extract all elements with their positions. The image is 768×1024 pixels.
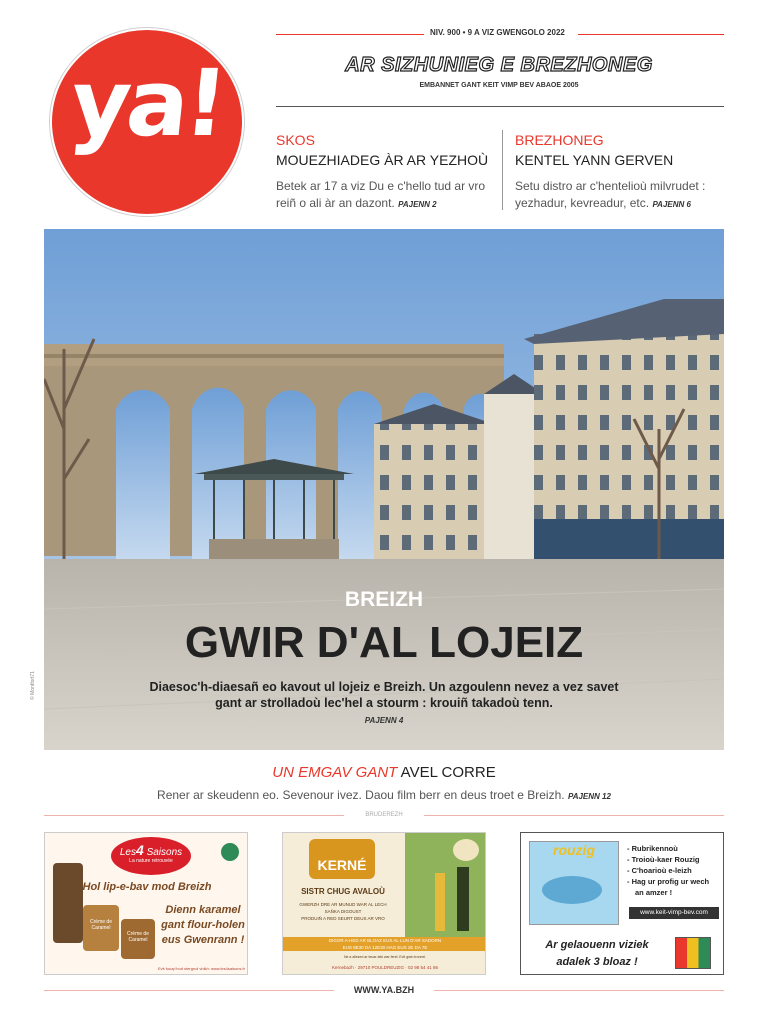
ad-copy: Dienn karamel gant flour-holen eus Gwenrann ! (161, 904, 245, 946)
magazine-cover (529, 841, 619, 925)
feature-item: - Troioù-kaer Rouzig (627, 855, 700, 864)
ad-les4saisons[interactable] (44, 832, 248, 975)
ad-title: SISTR CHUG AVALOÙ (301, 887, 385, 896)
logo-text: ya! (65, 50, 229, 157)
hero-photo[interactable] (44, 229, 724, 750)
footer-url[interactable]: WWW.YA.BZH (353, 985, 415, 995)
header-rule-left (276, 34, 424, 35)
ad-copy: GWERZH DRE AR MUNUD WAR AL LECH SAÑKA DIGOUST PRODUIÑ A RED SEURT DEUS AR VRO (299, 902, 387, 921)
feature-item: - C'hoarioù e-leizh (627, 866, 692, 875)
brand-sub: La nature retrouvée (129, 858, 173, 864)
ad-footer: Evit fouzp'hod stergnol vidkh: www.les4saisons.fr (157, 966, 245, 971)
magazine-url[interactable]: www.keit-vimp-bev.com (629, 907, 719, 919)
feature-item: - Rubrikennoù (627, 844, 678, 853)
brand-logo: KERNÉ (309, 839, 375, 879)
cartoon-icon (542, 876, 602, 904)
sponsor-label: BRUDEREZH (365, 812, 403, 818)
ad-rouzig[interactable] (520, 832, 724, 975)
orchard-photo (405, 833, 486, 937)
masthead: AR SIZHUNIEG E BREZHONEG (345, 54, 653, 76)
feature-item: an amzer ! (635, 888, 673, 897)
teaser-divider (502, 130, 503, 210)
jar-icon: Crème de Caramel (121, 919, 155, 959)
page-ref: PAJENN 12 (567, 792, 611, 801)
interview-kicker: UN EMGAV GANT (272, 764, 398, 781)
magazine-title: rouzig (553, 842, 595, 858)
teaser-title: KENTEL YANN GERVEN (515, 152, 674, 168)
header-divider (276, 106, 724, 107)
brand-badge (111, 837, 191, 875)
page-ref: PAJENN 6 (652, 200, 691, 209)
teaser-title: MOUEZHIADEG ÀR AR YEZHOÙ (276, 152, 489, 168)
bottle-icon (457, 867, 469, 931)
ad-footer: Ne a allezed ar teuar-teki war ferel. Evit gwin tronnel. (343, 955, 427, 959)
teaser-right[interactable] (515, 132, 725, 213)
town-square-illustration (44, 229, 724, 750)
organic-label-icon (221, 843, 239, 861)
page-ref: PAJENN 2 (398, 200, 437, 209)
teaser-kicker: BREZHONEG (515, 132, 604, 148)
feature-item: - Hag ur profig ur wech (627, 877, 710, 886)
ad-kerne[interactable] (282, 832, 486, 975)
hero-title[interactable]: GWIR D'AL LOJEIZ (184, 618, 584, 667)
brand-name: Les4 Saisons (119, 842, 183, 858)
header-rule-right (578, 34, 724, 35)
quality-seal-icon (453, 839, 479, 861)
issue-info: NIV. 900 • 9 A VIZ GWENGOLO 2022 (430, 28, 565, 37)
interview-text: Rener ar skeudenn eo. Sevenour ivez. Daou film berr en deus troet e Breizh. PAJENN 12 (157, 788, 611, 802)
ad-copy: Ar gelaouenn viziek adalek 3 bloaz ! (545, 939, 649, 968)
bottle-icon (53, 863, 83, 943)
teaser-text: Setu distro ar c'hentelioù milvrudet : yezhadur, kevreadur, etc. PAJENN 6 (515, 179, 706, 210)
tagline: EMBANNET GANT KEIT VIMP BEV ABAOE 2005 (419, 82, 579, 89)
ad-band: DIGOR A-HED AR BLOAZ EUS AL LUN D'AR SADORN EUS 8E30 DA 12E30 HAG EUS 2E DA 7E (283, 937, 486, 951)
magazine-features (627, 843, 723, 898)
photo-credit: © Montfort71 (30, 671, 36, 700)
hero-kicker: BREIZH (344, 588, 424, 611)
ad-address: Kernebazh · 29710 POULDREUZIG · 02 98 54 41 86 (331, 965, 439, 970)
hero-page-ref: PAJENN 4 (364, 716, 404, 725)
publisher-logo-icon (675, 937, 711, 969)
teaser-left[interactable] (276, 132, 491, 213)
ad-slogan: Hol lip-e-bav mod Breizh (82, 881, 212, 893)
interview-name: AVEL CORRE (400, 764, 496, 781)
bottle-icon (435, 873, 445, 931)
logo (52, 30, 242, 214)
teaser-kicker: SKOS (276, 132, 315, 148)
hero-text: Diaesoc'h-diaesañ eo kavout ul lojeiz e Breizh. Un azgoulenn nevez a vez savet gant ar strolladoù lec'hel a stourm : krouiñ takadoù tenn. (149, 680, 619, 710)
teaser-text: Betek ar 17 a viz Du e c'hello tud ar vro reiñ o ali àr an dazont. PAJENN 2 (276, 179, 486, 210)
interview-heading[interactable] (0, 764, 768, 781)
jar-icon: Crème de Caramel (83, 905, 119, 951)
